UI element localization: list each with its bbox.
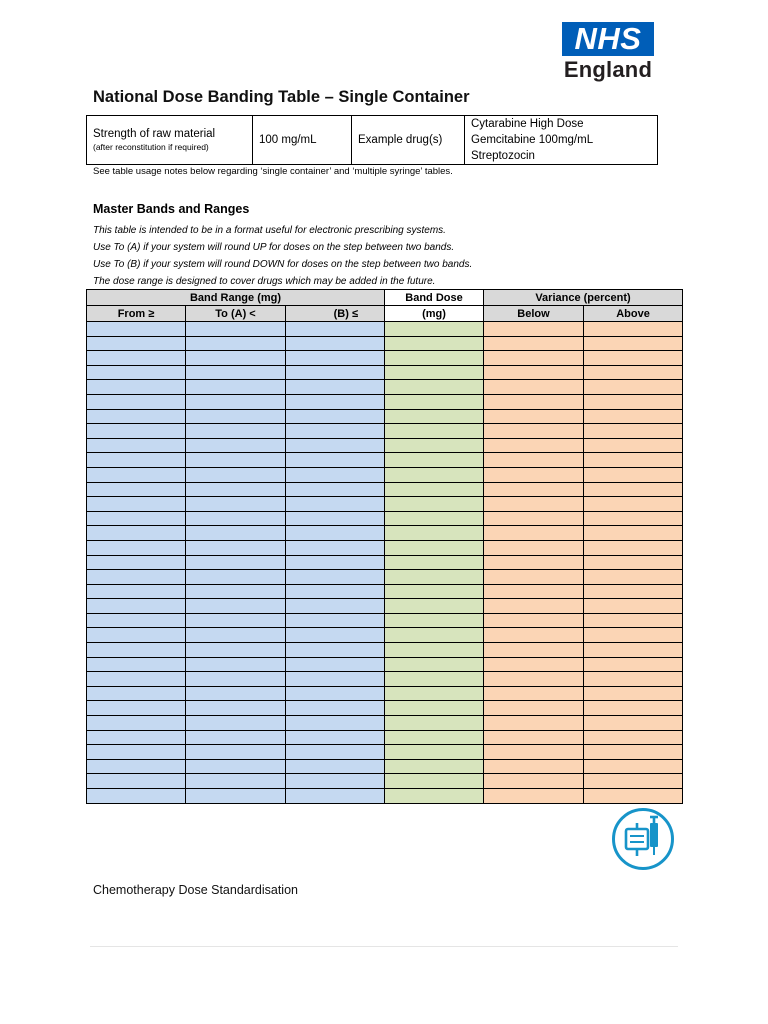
variance-below-cell — [484, 774, 584, 789]
to-a-cell — [186, 789, 286, 804]
from-cell — [87, 672, 186, 687]
from-cell — [87, 424, 186, 439]
from-header: From ≥ — [87, 306, 186, 322]
b-cell — [286, 526, 385, 541]
band-dose-cell — [385, 613, 484, 628]
variance-below-cell — [484, 599, 584, 614]
table-row — [87, 453, 683, 468]
to-a-cell — [186, 613, 286, 628]
from-cell — [87, 628, 186, 643]
sub-header-row — [87, 306, 683, 322]
note-line: This table is intended to be in a format useful for electronic prescribing systems. — [93, 225, 446, 236]
table-row — [87, 672, 683, 687]
variance-below-cell — [484, 511, 584, 526]
variance-above-cell — [584, 628, 683, 643]
group-header-row — [87, 290, 683, 306]
from-cell — [87, 584, 186, 599]
from-cell — [87, 497, 186, 512]
iv-bag-syringe-icon — [611, 807, 675, 871]
b-cell — [286, 789, 385, 804]
table-row — [87, 511, 683, 526]
b-cell — [286, 438, 385, 453]
variance-below-cell — [484, 526, 584, 541]
from-cell — [87, 716, 186, 731]
variance-below-cell — [484, 424, 584, 439]
variance-above-cell — [584, 759, 683, 774]
variance-below-cell — [484, 540, 584, 555]
b-cell — [286, 730, 385, 745]
from-cell — [87, 511, 186, 526]
from-cell — [87, 789, 186, 804]
variance-above-cell — [584, 467, 683, 482]
band-dose-cell — [385, 526, 484, 541]
b-cell — [286, 570, 385, 585]
band-range-header: Band Range (mg) — [87, 290, 385, 306]
variance-above-cell — [584, 497, 683, 512]
band-dose-cell — [385, 628, 484, 643]
band-dose-cell — [385, 453, 484, 468]
b-cell — [286, 657, 385, 672]
band-dose-cell — [385, 599, 484, 614]
from-cell — [87, 570, 186, 585]
drug-name: Streptozocin — [471, 150, 535, 162]
b-cell — [286, 365, 385, 380]
b-cell — [286, 686, 385, 701]
band-dose-cell — [385, 701, 484, 716]
variance-above-cell — [584, 540, 683, 555]
table-row — [87, 351, 683, 366]
to-a-cell — [186, 467, 286, 482]
from-cell — [87, 380, 186, 395]
band-dose-cell — [385, 745, 484, 760]
band-dose-cell — [385, 540, 484, 555]
from-cell — [87, 526, 186, 541]
variance-below-cell — [484, 643, 584, 658]
variance-below-cell — [484, 365, 584, 380]
b-cell — [286, 643, 385, 658]
note-line: The dose range is designed to cover drugs which may be added in the future. — [93, 276, 436, 287]
table-row — [87, 540, 683, 555]
band-dose-cell — [385, 789, 484, 804]
b-cell — [286, 628, 385, 643]
variance-above-cell — [584, 453, 683, 468]
to-a-cell — [186, 540, 286, 555]
from-cell — [87, 438, 186, 453]
b-cell — [286, 453, 385, 468]
from-cell — [87, 365, 186, 380]
variance-above-cell — [584, 424, 683, 439]
from-cell — [87, 774, 186, 789]
to-a-cell — [186, 394, 286, 409]
variance-above-cell — [584, 774, 683, 789]
example-drugs-list — [465, 116, 658, 165]
b-cell — [286, 584, 385, 599]
table-row — [87, 745, 683, 760]
to-a-cell — [186, 716, 286, 731]
to-a-cell — [186, 511, 286, 526]
variance-below-cell — [484, 322, 584, 337]
to-a-cell — [186, 336, 286, 351]
note-line: Use To (A) if your system will round UP for doses on the step between two bands. — [93, 242, 455, 253]
table-row — [87, 686, 683, 701]
drug-info-table — [86, 115, 658, 165]
b-header: (B) ≤ — [286, 306, 385, 322]
variance-below-cell — [484, 686, 584, 701]
to-a-cell — [186, 643, 286, 658]
variance-below-cell — [484, 453, 584, 468]
variance-above-cell — [584, 380, 683, 395]
usage-note: See table usage notes below regarding ‘single container’ and ‘multiple syringe’ tables. — [93, 166, 453, 177]
variance-below-cell — [484, 351, 584, 366]
variance-below-cell — [484, 467, 584, 482]
dose-banding-table — [86, 289, 683, 804]
band-dose-cell — [385, 394, 484, 409]
variance-above-cell — [584, 745, 683, 760]
table-row — [87, 555, 683, 570]
strength-value: 100 mg/mL — [253, 116, 352, 165]
to-a-cell — [186, 424, 286, 439]
page-title: National Dose Banding Table – Single Container — [93, 88, 470, 106]
variance-below-cell — [484, 409, 584, 424]
band-dose-cell — [385, 482, 484, 497]
variance-above-cell — [584, 394, 683, 409]
table-row — [87, 526, 683, 541]
b-cell — [286, 380, 385, 395]
table-row — [87, 657, 683, 672]
band-dose-cell — [385, 643, 484, 658]
variance-above-cell — [584, 409, 683, 424]
to-a-header: To (A) < — [186, 306, 286, 322]
to-a-cell — [186, 380, 286, 395]
b-cell — [286, 555, 385, 570]
b-cell — [286, 482, 385, 497]
band-dose-cell — [385, 336, 484, 351]
variance-below-cell — [484, 789, 584, 804]
from-cell — [87, 322, 186, 337]
from-cell — [87, 686, 186, 701]
band-dose-cell — [385, 511, 484, 526]
to-a-cell — [186, 628, 286, 643]
from-cell — [87, 657, 186, 672]
to-a-cell — [186, 526, 286, 541]
strength-sublabel: (after reconstitution if required) — [93, 142, 209, 152]
to-a-cell — [186, 672, 286, 687]
variance-above-cell — [584, 351, 683, 366]
nhs-logo-mark: NHS — [562, 22, 654, 56]
variance-above-cell — [584, 511, 683, 526]
to-a-cell — [186, 730, 286, 745]
variance-below-cell — [484, 701, 584, 716]
to-a-cell — [186, 438, 286, 453]
table-row — [87, 789, 683, 804]
variance-above-cell — [584, 438, 683, 453]
band-dose-cell — [385, 424, 484, 439]
band-dose-cell — [385, 672, 484, 687]
dose-unit-header: (mg) — [385, 306, 484, 322]
b-cell — [286, 701, 385, 716]
to-a-cell — [186, 657, 286, 672]
variance-below-cell — [484, 759, 584, 774]
b-cell — [286, 511, 385, 526]
b-cell — [286, 540, 385, 555]
from-cell — [87, 409, 186, 424]
variance-below-cell — [484, 394, 584, 409]
band-dose-cell — [385, 716, 484, 731]
to-a-cell — [186, 759, 286, 774]
b-cell — [286, 599, 385, 614]
b-cell — [286, 672, 385, 687]
b-cell — [286, 613, 385, 628]
variance-above-cell — [584, 686, 683, 701]
to-a-cell — [186, 365, 286, 380]
band-dose-cell — [385, 351, 484, 366]
note-line: Use To (B) if your system will round DOWN for doses on the step between two bands. — [93, 259, 473, 270]
to-a-cell — [186, 599, 286, 614]
table-row — [87, 467, 683, 482]
band-dose-cell — [385, 555, 484, 570]
variance-below-cell — [484, 380, 584, 395]
band-dose-cell — [385, 570, 484, 585]
variance-above-cell — [584, 365, 683, 380]
variance-below-cell — [484, 584, 584, 599]
table-row — [87, 336, 683, 351]
b-cell — [286, 759, 385, 774]
from-cell — [87, 643, 186, 658]
variance-below-cell — [484, 716, 584, 731]
from-cell — [87, 730, 186, 745]
table-row — [87, 599, 683, 614]
variance-above-cell — [584, 599, 683, 614]
drug-info-row — [87, 116, 658, 165]
to-a-cell — [186, 482, 286, 497]
table-row — [87, 613, 683, 628]
nhs-logo-region: England — [563, 57, 653, 82]
footer-divider — [90, 946, 678, 947]
strength-label: Strength of raw material — [93, 128, 216, 140]
band-dose-cell — [385, 467, 484, 482]
variance-above-cell — [584, 613, 683, 628]
to-a-cell — [186, 774, 286, 789]
table-row — [87, 759, 683, 774]
variance-above-cell — [584, 584, 683, 599]
band-dose-cell — [385, 438, 484, 453]
table-row — [87, 628, 683, 643]
from-cell — [87, 482, 186, 497]
variance-below-cell — [484, 730, 584, 745]
variance-above-cell — [584, 657, 683, 672]
strength-label-cell — [87, 116, 253, 165]
from-cell — [87, 555, 186, 570]
b-cell — [286, 467, 385, 482]
to-a-cell — [186, 701, 286, 716]
band-dose-cell — [385, 322, 484, 337]
from-cell — [87, 394, 186, 409]
to-a-cell — [186, 686, 286, 701]
b-cell — [286, 745, 385, 760]
variance-above-cell — [584, 336, 683, 351]
band-dose-cell — [385, 657, 484, 672]
variance-below-cell — [484, 497, 584, 512]
variance-above-cell — [584, 701, 683, 716]
band-dose-cell — [385, 584, 484, 599]
variance-below-cell — [484, 555, 584, 570]
table-row — [87, 394, 683, 409]
to-a-cell — [186, 570, 286, 585]
table-row — [87, 322, 683, 337]
band-dose-cell — [385, 365, 484, 380]
variance-below-cell — [484, 672, 584, 687]
from-cell — [87, 467, 186, 482]
b-cell — [286, 351, 385, 366]
table-row — [87, 365, 683, 380]
band-dose-cell — [385, 774, 484, 789]
above-header: Above — [584, 306, 683, 322]
b-cell — [286, 774, 385, 789]
variance-below-cell — [484, 336, 584, 351]
table-row — [87, 438, 683, 453]
table-row — [87, 409, 683, 424]
to-a-cell — [186, 584, 286, 599]
from-cell — [87, 599, 186, 614]
table-row — [87, 584, 683, 599]
to-a-cell — [186, 555, 286, 570]
to-a-cell — [186, 745, 286, 760]
to-a-cell — [186, 351, 286, 366]
variance-header: Variance (percent) — [484, 290, 683, 306]
b-cell — [286, 716, 385, 731]
b-cell — [286, 322, 385, 337]
variance-below-cell — [484, 657, 584, 672]
variance-below-cell — [484, 438, 584, 453]
to-a-cell — [186, 497, 286, 512]
table-row — [87, 643, 683, 658]
b-cell — [286, 409, 385, 424]
b-cell — [286, 394, 385, 409]
b-cell — [286, 497, 385, 512]
table-row — [87, 716, 683, 731]
variance-above-cell — [584, 526, 683, 541]
variance-above-cell — [584, 730, 683, 745]
example-drugs-label: Example drug(s) — [352, 116, 465, 165]
variance-below-cell — [484, 628, 584, 643]
from-cell — [87, 336, 186, 351]
variance-above-cell — [584, 482, 683, 497]
from-cell — [87, 745, 186, 760]
band-rows — [87, 322, 683, 804]
variance-above-cell — [584, 643, 683, 658]
table-row — [87, 774, 683, 789]
variance-below-cell — [484, 570, 584, 585]
from-cell — [87, 351, 186, 366]
table-row — [87, 730, 683, 745]
table-row — [87, 424, 683, 439]
instruction-notes — [93, 222, 472, 290]
section-heading: Master Bands and Ranges — [93, 202, 250, 216]
table-row — [87, 482, 683, 497]
to-a-cell — [186, 453, 286, 468]
table-row — [87, 701, 683, 716]
variance-above-cell — [584, 716, 683, 731]
variance-above-cell — [584, 672, 683, 687]
band-dose-cell — [385, 497, 484, 512]
to-a-cell — [186, 409, 286, 424]
band-dose-cell — [385, 409, 484, 424]
from-cell — [87, 453, 186, 468]
b-cell — [286, 424, 385, 439]
band-dose-cell — [385, 730, 484, 745]
band-dose-cell — [385, 380, 484, 395]
drug-name: Gemcitabine 100mg/mL — [471, 134, 594, 146]
band-dose-cell — [385, 686, 484, 701]
band-dose-header: Band Dose — [385, 290, 484, 306]
below-header: Below — [484, 306, 584, 322]
variance-above-cell — [584, 570, 683, 585]
table-row — [87, 380, 683, 395]
b-cell — [286, 336, 385, 351]
table-row — [87, 570, 683, 585]
nhs-england-logo — [562, 22, 654, 83]
from-cell — [87, 613, 186, 628]
from-cell — [87, 540, 186, 555]
footer-text: Chemotherapy Dose Standardisation — [93, 883, 298, 897]
variance-below-cell — [484, 613, 584, 628]
drug-name: Cytarabine High Dose — [471, 118, 584, 130]
from-cell — [87, 759, 186, 774]
table-row — [87, 497, 683, 512]
variance-above-cell — [584, 789, 683, 804]
variance-above-cell — [584, 322, 683, 337]
variance-below-cell — [484, 482, 584, 497]
from-cell — [87, 701, 186, 716]
variance-above-cell — [584, 555, 683, 570]
variance-below-cell — [484, 745, 584, 760]
band-dose-cell — [385, 759, 484, 774]
to-a-cell — [186, 322, 286, 337]
